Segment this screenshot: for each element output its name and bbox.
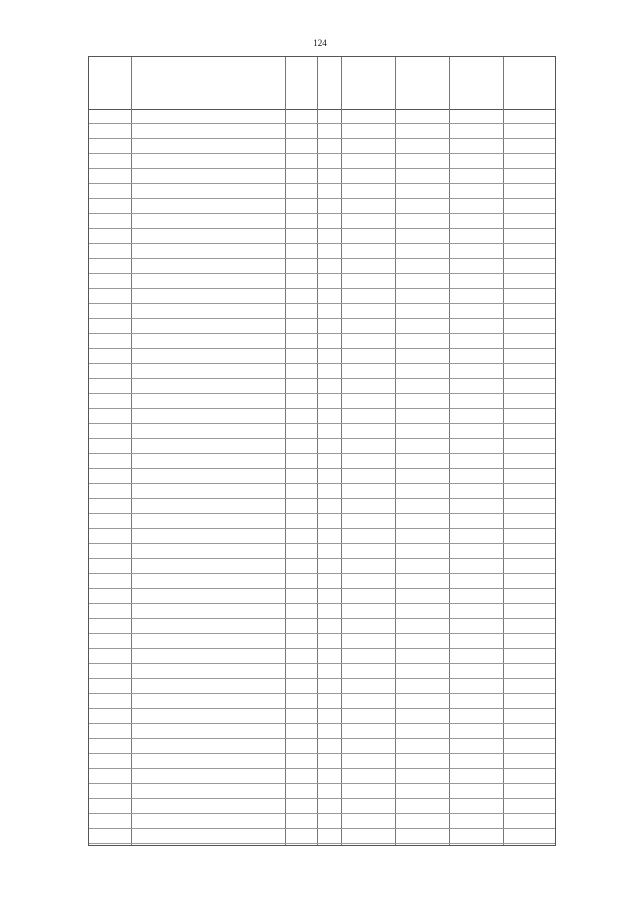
row-divider <box>89 303 555 304</box>
row-divider <box>89 588 555 589</box>
row-divider <box>89 738 555 739</box>
row-divider <box>89 183 555 184</box>
row-divider <box>89 783 555 784</box>
row-divider <box>89 843 555 844</box>
row-divider <box>89 408 555 409</box>
price-table <box>88 56 556 846</box>
row-divider <box>89 498 555 499</box>
column-divider <box>449 57 450 845</box>
row-divider <box>89 468 555 469</box>
row-divider <box>89 243 555 244</box>
row-divider <box>89 663 555 664</box>
row-divider <box>89 798 555 799</box>
row-divider <box>89 543 555 544</box>
row-divider <box>89 288 555 289</box>
row-divider <box>89 828 555 829</box>
row-divider <box>89 423 555 424</box>
row-divider <box>89 813 555 814</box>
column-divider <box>395 57 396 845</box>
row-divider <box>89 513 555 514</box>
row-divider <box>89 633 555 634</box>
row-divider <box>89 678 555 679</box>
row-divider <box>89 123 555 124</box>
row-divider <box>89 483 555 484</box>
row-divider <box>89 453 555 454</box>
row-divider <box>89 363 555 364</box>
column-divider <box>341 57 342 845</box>
row-divider <box>89 393 555 394</box>
column-divider <box>131 57 132 845</box>
row-divider <box>89 708 555 709</box>
column-divider <box>317 57 318 845</box>
row-divider <box>89 153 555 154</box>
row-divider <box>89 573 555 574</box>
column-divider <box>285 57 286 845</box>
row-divider <box>89 318 555 319</box>
row-divider <box>89 723 555 724</box>
row-divider <box>89 648 555 649</box>
row-divider <box>89 618 555 619</box>
row-divider <box>89 198 555 199</box>
row-divider <box>89 138 555 139</box>
row-divider <box>89 168 555 169</box>
row-divider <box>89 693 555 694</box>
row-divider <box>89 603 555 604</box>
row-divider <box>89 528 555 529</box>
row-divider <box>89 348 555 349</box>
row-divider <box>89 213 555 214</box>
header-divider <box>89 109 555 110</box>
column-divider <box>503 57 504 845</box>
row-divider <box>89 558 555 559</box>
row-divider <box>89 753 555 754</box>
row-divider <box>89 228 555 229</box>
row-divider <box>89 273 555 274</box>
row-divider <box>89 378 555 379</box>
row-divider <box>89 438 555 439</box>
row-divider <box>89 258 555 259</box>
row-divider <box>89 768 555 769</box>
row-divider <box>89 333 555 334</box>
page-number: 124 <box>313 38 327 48</box>
